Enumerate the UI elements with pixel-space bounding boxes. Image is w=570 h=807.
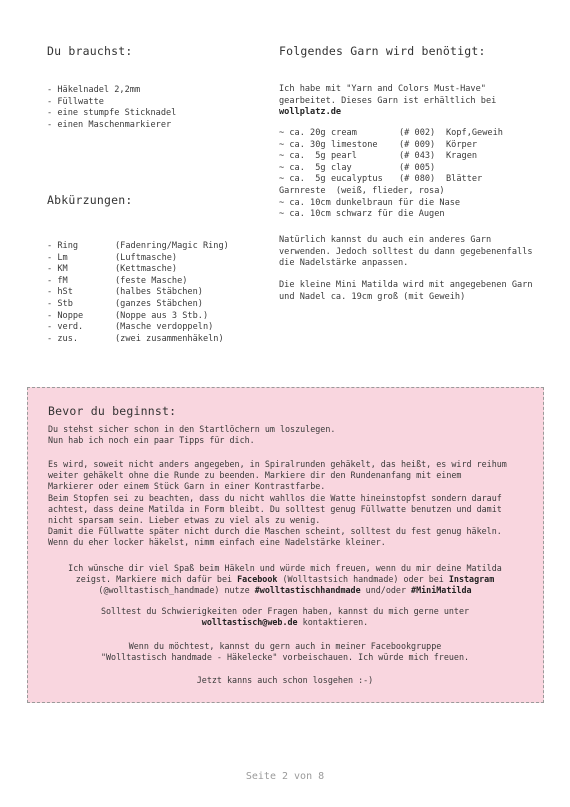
yarn-intro <box>279 84 496 119</box>
hashtag-minimatilda[interactable]: #MiniMatilda <box>411 585 472 596</box>
yarn-use: Kopf,Geweih <box>446 128 503 138</box>
paragraph-line: Nun hab ich noch ein paar Tipps für dich. <box>48 435 255 446</box>
box-group <box>28 641 542 663</box>
yarn-color: eucalyptus <box>331 174 383 185</box>
paragraph-line <box>28 574 542 585</box>
yarn-code: (# 002) <box>399 128 436 138</box>
yarn-use: Kragen <box>446 151 478 162</box>
text-span: (Wolltastsich handmade) oder bei <box>277 574 449 585</box>
abbreviation-key: - KM <box>47 264 68 275</box>
abbreviation-value: (feste Masche) <box>115 275 188 286</box>
text-span: (@wolltastisch_handmade) nutze <box>98 585 255 596</box>
yarn-color: cream <box>331 128 357 138</box>
paragraph-line: Markierer oder einem Stück Garn in einer Kontrastfarbe. <box>48 481 326 492</box>
yarn-list <box>279 128 503 221</box>
text-span: zeigst. Markiere mich dafür bei <box>75 574 238 585</box>
abbreviation-key: - zus. <box>47 333 79 344</box>
yarn-color: pearl <box>331 151 357 162</box>
abbreviation-key: - Stb <box>47 298 73 309</box>
paragraph-line: die Nadelstärke anpassen. <box>279 258 409 269</box>
paragraph-line <box>28 617 542 628</box>
paragraph-line: Damit die Füllwatte später nicht durch die Maschen scheint, solltest du fest genug häkeln. <box>48 526 502 537</box>
paragraph-line: Du stehst sicher schon in den Startlöchern um loszulegen. <box>48 424 336 434</box>
hashtag-wolltastischhandmade[interactable]: #wolltastischhandmade <box>254 585 361 596</box>
list-item: - eine stumpfe Sticknadel <box>47 108 177 119</box>
abbreviation-value: (zwei zusammenhäkeln) <box>115 333 224 344</box>
abbreviation-value: (Masche verdoppeln) <box>115 322 214 333</box>
yarn-code: (# 005) <box>399 162 436 173</box>
yarn-amount: ~ ca. 30g <box>279 139 326 150</box>
needs-list <box>47 85 176 131</box>
paragraph-line <box>28 585 542 596</box>
paragraph-line: Solltest du Schwierigkeiten oder Fragen haben, kannst du mich gerne unter <box>100 606 470 616</box>
abbreviation-value: (Noppe aus 3 Stb.) <box>115 310 209 321</box>
abbreviations-list <box>47 241 229 345</box>
facebook-link[interactable]: Facebook <box>237 574 278 585</box>
paragraph-line: verwenden. Jedoch solltest du dann gegebenenfalls <box>279 246 533 257</box>
alt-yarn-paragraph <box>279 235 533 270</box>
paragraph-line: "Wolltastisch handmade - Häkelecke" vorbeischauen. Ich würde mich freuen. <box>100 652 470 663</box>
abbreviation-value: (Kettmasche) <box>115 264 178 275</box>
paragraph-line: achtest, dass deine Matilda in Form bleibt. Du solltest genug Füllwatte benutzen und damit <box>48 503 502 514</box>
yarn-color: limestone <box>331 139 378 150</box>
abbreviation-row <box>47 264 229 276</box>
box-title: Bevor du beginnst: <box>48 404 177 418</box>
abbreviation-row <box>47 322 229 334</box>
paragraph-line: Jetzt kanns auch schon losgehen :-) <box>196 675 374 685</box>
paragraph-line: Ich wünsche dir viel Spaß beim Häkeln und würde mich freuen, wenn du mir deine Matilda <box>68 563 502 573</box>
yarn-intro-line: gearbeitet. Dieses Garn ist erhältlich bei <box>279 95 497 106</box>
yarn-row <box>279 128 503 140</box>
yarn-use: Blätter <box>446 174 483 185</box>
paragraph-line: Es wird, soweit nicht anders angegeben, in Spiralrunden gehäkelt, das heißt, es wird reihum <box>48 459 507 469</box>
page-number: Seite 2 von 8 <box>245 771 325 782</box>
needs-title: Du brauchst: <box>47 44 133 58</box>
abbreviation-key: - hSt <box>47 287 73 298</box>
abbreviation-key: - Ring <box>47 241 79 251</box>
abbreviation-row <box>47 334 229 346</box>
yarn-code: (# 043) <box>399 151 436 162</box>
abbreviation-key: - fM <box>47 275 68 286</box>
abbreviation-value: (Fadenring/Magic Ring) <box>115 241 229 251</box>
yarn-title: Folgendes Garn wird benötigt: <box>279 44 486 58</box>
yarn-amount: ~ ca. 20g <box>279 128 326 138</box>
paragraph-line: Wenn du eher locker häkelst, nimm einfach eine Nadelstärke kleiner. <box>48 537 386 548</box>
box-start <box>28 675 542 686</box>
yarn-amount: ~ ca. 5g <box>279 162 326 173</box>
yarn-row <box>279 151 503 163</box>
yarn-extra-line: Garnreste (weiß, flieder, rosa) <box>279 185 445 196</box>
abbreviation-row <box>47 241 229 253</box>
yarn-extra-line: ~ ca. 10cm dunkelbraun für die Nase <box>279 197 461 208</box>
yarn-color: clay <box>331 162 352 173</box>
text-span: und/oder <box>360 585 412 596</box>
yarn-intro-line: Ich habe mit "Yarn and Colors Must-Have" <box>279 84 486 94</box>
abbreviation-row <box>47 276 229 288</box>
text-span: kontaktieren. <box>297 617 369 628</box>
yarn-amount: ~ ca. 5g <box>279 151 326 162</box>
list-item: - einen Maschenmarkierer <box>47 119 172 130</box>
paragraph-line: nicht sparsam sein. Lieber etwas zu viel als zu wenig. <box>48 515 321 526</box>
abbreviation-row <box>47 299 229 311</box>
box-tips <box>48 459 507 549</box>
instagram-link[interactable]: Instagram <box>448 574 495 585</box>
shop-link[interactable] <box>279 107 496 119</box>
box-help <box>28 606 542 628</box>
box-wish <box>28 563 542 597</box>
list-item: - Häkelnadel 2,2mm <box>47 85 141 95</box>
yarn-extra-line: ~ ca. 10cm schwarz für die Augen <box>279 209 445 220</box>
abbreviation-value: (halbes Stäbchen) <box>115 287 203 298</box>
abbreviations-title: Abkürzungen: <box>47 193 133 207</box>
paragraph-line: Beim Stopfen sei zu beachten, dass du nicht wahllos die Watte hineinstopfst sondern darauf <box>48 492 502 503</box>
abbreviation-key: - Noppe <box>47 310 84 321</box>
abbreviation-row <box>47 287 229 299</box>
paragraph-line: Natürlich kannst du auch ein anderes Garn <box>279 235 492 245</box>
yarn-row <box>279 140 503 152</box>
list-item: - Füllwatte <box>47 96 104 107</box>
yarn-row <box>279 163 503 175</box>
abbreviation-row <box>47 253 229 265</box>
paragraph-line: und Nadel ca. 19cm groß (mit Geweih) <box>279 291 466 302</box>
box-intro <box>48 424 335 446</box>
shop-link-text: wollplatz.de <box>279 107 342 118</box>
yarn-code: (# 080) <box>399 174 436 185</box>
size-paragraph <box>279 280 533 303</box>
yarn-amount: ~ ca. 5g <box>279 174 326 185</box>
abbreviation-value: (ganzes Stäbchen) <box>115 298 203 309</box>
abbreviation-key: - Lm <box>47 252 68 263</box>
paragraph-line: weiter gehäkelt ohne die Runde zu beenden. Markiere dir den Rundenanfang mit einem <box>48 470 462 481</box>
yarn-use: Körper <box>446 139 478 150</box>
paragraph-line: Die kleine Mini Matilda wird mit angegebenen Garn <box>279 280 533 290</box>
abbreviation-row <box>47 311 229 323</box>
yarn-row <box>279 174 503 186</box>
before-you-start-box <box>27 387 544 703</box>
abbreviation-key: - verd. <box>47 322 84 333</box>
yarn-code: (# 009) <box>399 139 436 150</box>
email-link[interactable]: wolltastisch@web.de <box>201 617 298 628</box>
abbreviation-value: (Luftmasche) <box>115 252 178 263</box>
paragraph-line: Wenn du möchtest, kannst du gern auch in meiner Facebookgruppe <box>128 641 442 651</box>
